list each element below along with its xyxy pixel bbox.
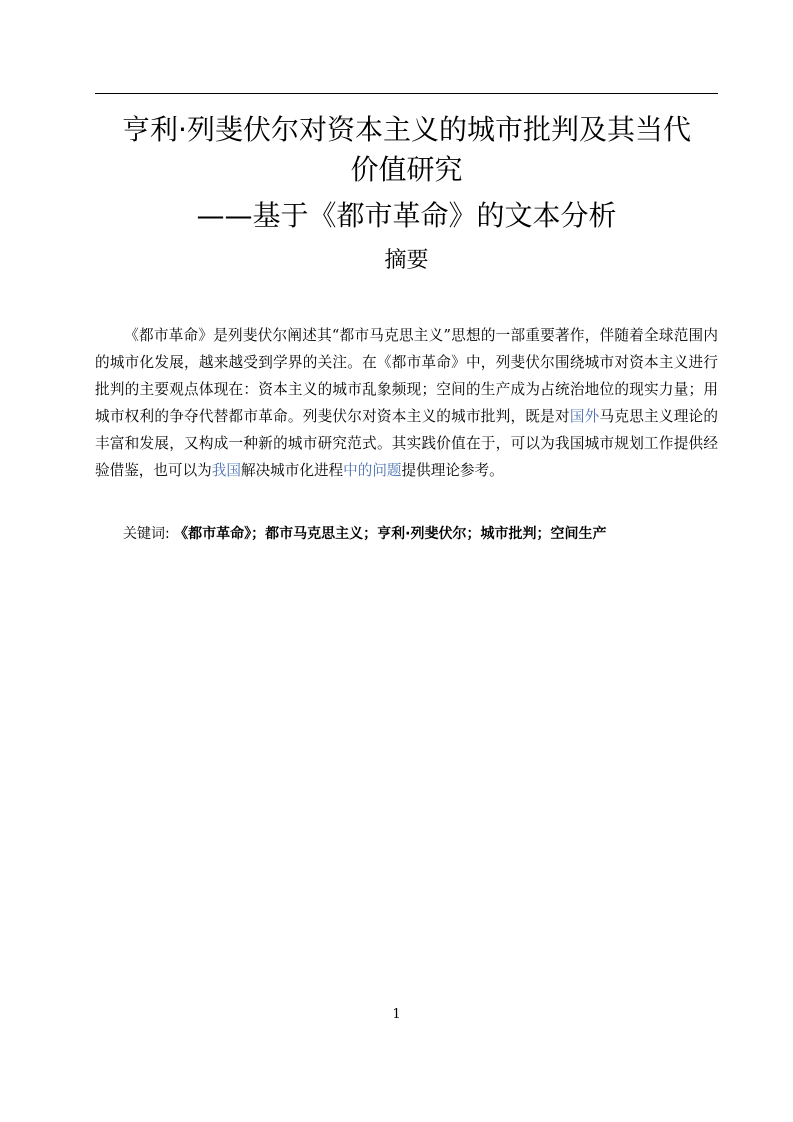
paper-title-line-2: 价值研究 xyxy=(350,153,463,186)
abstract-text-4: 提供理论参考。 xyxy=(401,462,504,479)
abstract-paragraph xyxy=(95,322,718,484)
abstract-text-1: 《都市革命》是列斐伏尔阐述其“都市马克思主义”思想的一部重要著作，伴随着全球范围内的城市化发展，越来越受到学界的关注。在《都市革命》中，列斐伏尔围绕城市对资本主义进行批判的主要观点体现在：资本主义的城市乱象频现；空间的生产成为占统治地位的现实力量；用城市权利的争夺代替都市革命。列斐伏尔对资本主义的城市批判，既是对 xyxy=(95,327,718,425)
title-block xyxy=(95,110,718,276)
abstract-text-3: 解决城市化进程 xyxy=(240,462,344,479)
paper-title-line-1: 亨利·列斐伏尔对资本主义的城市批判及其当代 xyxy=(122,113,691,146)
paper-subtitle: ——基于《都市革命》的文本分析 xyxy=(196,199,617,232)
abstract-link-woguo[interactable]: 我国 xyxy=(211,462,241,479)
keywords-line xyxy=(95,522,718,546)
abstract-text-2: 马克思主义理论的丰富和发展，又构成一种新的城市研究范式。其实践价值在于，可以为我国城市规划工作提供经验借鉴，也可以为 xyxy=(95,408,718,479)
keywords-values: 《都市革命》；都市马克思主义；亨利·列斐伏尔；城市批判；空间生产 xyxy=(174,526,607,542)
header-rule xyxy=(95,93,718,94)
abstract-link-zhongdewenti[interactable]: 中的问题 xyxy=(343,462,402,479)
abstract-heading: 摘要 xyxy=(384,248,429,273)
abstract-link-guowai[interactable]: 国外 xyxy=(569,408,600,425)
page-number: 1 xyxy=(392,1007,401,1022)
keywords-label: 关键词: xyxy=(123,526,175,542)
